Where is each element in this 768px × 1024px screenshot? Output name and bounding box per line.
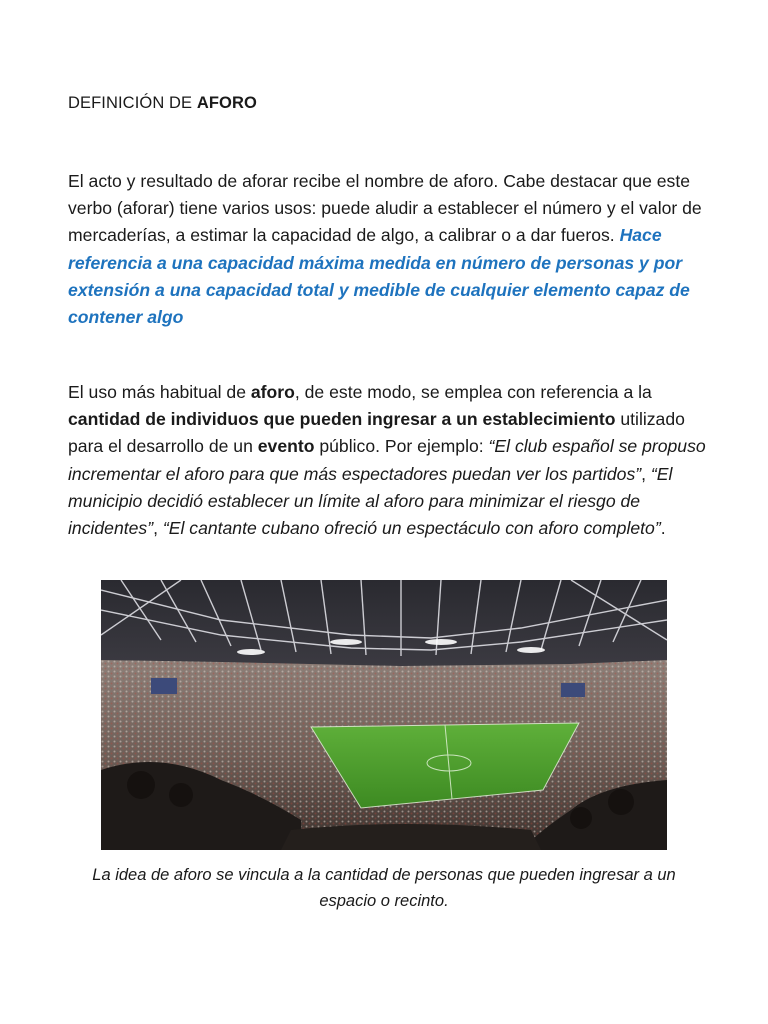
document-heading xyxy=(68,94,257,113)
definition-highlight: Hace referencia a una capacidad máxima medida en número de personas y por extensión a una capacidad total y medible de cualquier elemento capaz de contener algo xyxy=(68,225,690,328)
heading-keyword: AFORO xyxy=(196,94,257,112)
usage-bold-cantidad: cantidad de individuos que pueden ingresar a un establecimiento xyxy=(68,409,616,430)
example-quote-2: “El municipio decidió establecer un límite al aforo para minimizar el riesgo de incidentes” xyxy=(68,463,673,539)
definition-text: El acto y resultado de aforar recibe el nombre de aforo. Cabe destacar que este verbo (aforar) tiene varios usos: puede aludir a establecer el número y el valor de mercaderías, a estimar la capacidad de algo, a calibrar o a dar fueros. xyxy=(68,171,702,246)
paragraph-definition xyxy=(68,168,708,331)
usage-text-2: , de este modo, se emplea con referencia a la xyxy=(294,382,652,402)
heading-prefix: DEFINICIÓN DE xyxy=(68,94,197,112)
example-quote-3: “El cantante cubano ofreció un espectáculo con aforo completo” xyxy=(162,518,661,539)
paragraph-usage xyxy=(68,379,708,542)
photo-caption: La idea de aforo se vincula a la cantidad de personas que pueden ingresar a un espacio o recinto. xyxy=(92,866,676,910)
example-quote-1: “El club español se propuso incrementar el aforo para que más espectadores puedan ver los partidos” xyxy=(68,436,706,484)
usage-bold-aforo: aforo xyxy=(250,382,295,402)
usage-text-5: , xyxy=(641,463,651,484)
usage-text-4: público. Por ejemplo: xyxy=(314,436,489,457)
usage-text-1: El uso más habitual de xyxy=(68,382,251,402)
stadium-photo xyxy=(101,580,667,850)
usage-text-3: utilizado para el desarrollo de un xyxy=(68,409,685,457)
usage-bold-evento: evento xyxy=(257,436,315,457)
usage-text-7: . xyxy=(660,518,666,539)
usage-text-6: , xyxy=(153,518,163,539)
